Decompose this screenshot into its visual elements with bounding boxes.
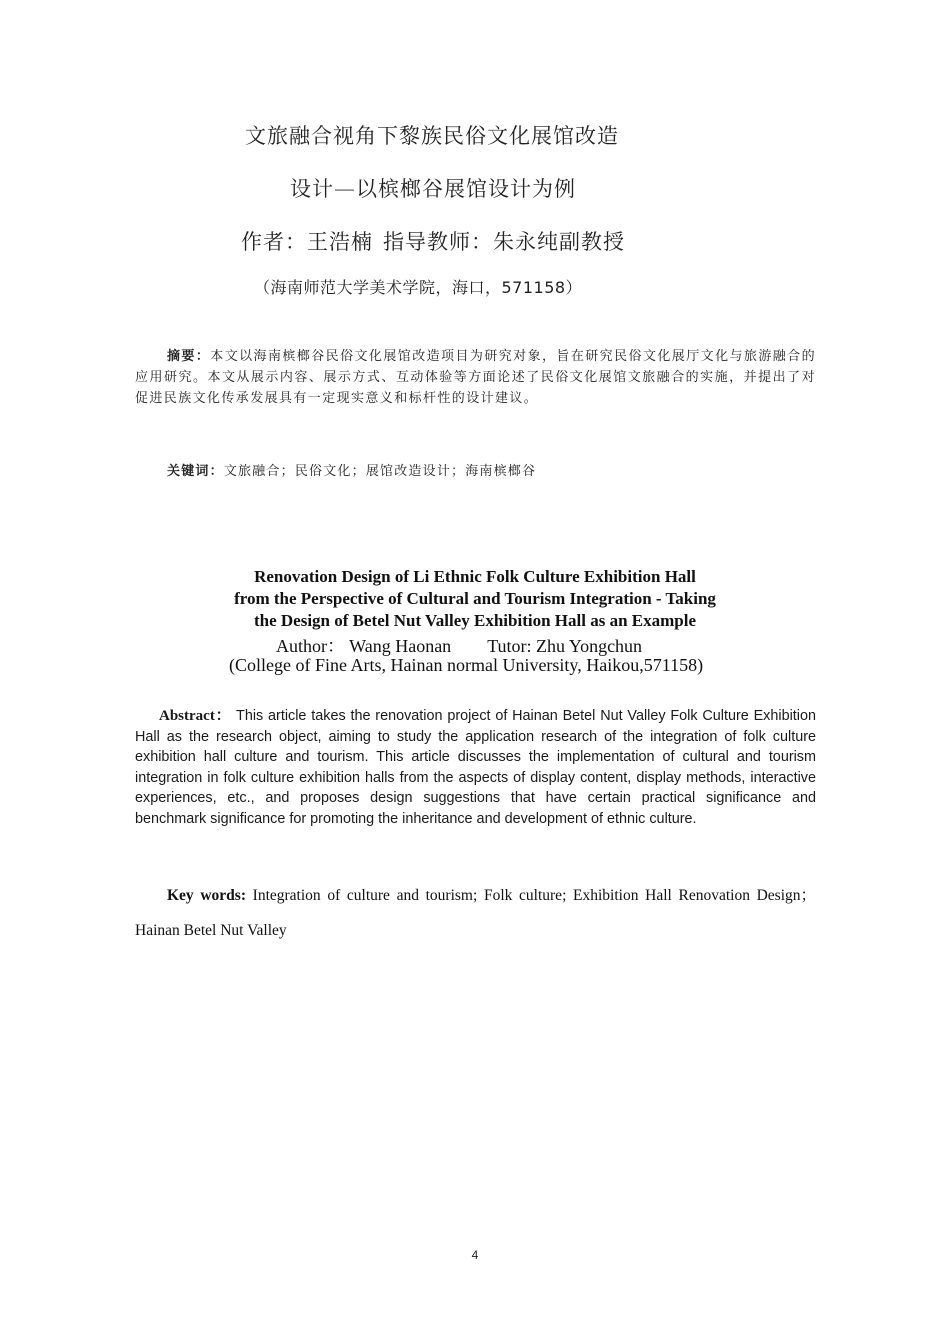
cn-abstract-label: 摘要： xyxy=(167,349,211,364)
en-title xyxy=(0,566,950,632)
cn-title-line1: 文旅融合视角下黎族民俗文化展馆改造 xyxy=(245,124,619,148)
page-number: 4 xyxy=(471,1248,479,1262)
cn-keywords-label: 关键词： xyxy=(167,464,224,479)
en-abstract xyxy=(135,706,816,830)
en-tutor: Tutor: Zhu Yongchun xyxy=(487,636,643,656)
en-author: Author： Wang Haonan xyxy=(276,636,452,656)
en-title-line3: the Design of Betel Nut Valley Exhibition Hall as an Example xyxy=(253,611,697,630)
cn-keywords xyxy=(167,460,536,479)
cn-author: 作者：王浩楠 xyxy=(241,230,373,254)
cn-abstract-text: 本文以海南槟榔谷民俗文化展馆改造项目为研究对象，旨在研究民俗文化展厅文化与旅游融合的应用研究。本文从展示内容、展示方式、互动体验等方面论述了民俗文化展馆文旅融合的实施，并提出了对促进民族文化传承发展具有一定现实意义和标杆性的设计建议。 xyxy=(135,349,816,406)
en-abstract-text: This article takes the renovation project of Hainan Betel Nut Valley Folk Culture Exhibition Hall as the research object, aiming to study the application research of the integration of folk culture exhibition hall culture and tourism. This article discusses the implementation of cultural and tourism integration in folk culture exhibition halls from the aspects of display content, display methods, interactive experiences, etc., and proposes design suggestions that have certain practical significance and benchmark significance for promoting the inheritance and development of ethnic culture. xyxy=(135,708,816,827)
cn-keywords-text: 文旅融合；民俗文化；展馆改造设计；海南槟榔谷 xyxy=(223,464,537,479)
cn-affiliation: （海南师范大学美术学院，海口，571158） xyxy=(254,278,583,297)
en-title-line2: from the Perspective of Cultural and Tourism Integration - Taking xyxy=(234,589,716,608)
cn-tutor: 指导教师：朱永纯副教授 xyxy=(383,230,625,254)
en-keywords-text: Integration of culture and tourism; Folk culture; Exhibition Hall Renovation Design；Hainan Betel Nut Valley xyxy=(135,887,817,939)
en-keywords-label: Key words: xyxy=(167,887,246,904)
en-keywords xyxy=(135,878,816,948)
cn-title-line2: 设计—以槟榔谷展馆设计为例 xyxy=(290,177,576,201)
cn-abstract xyxy=(135,346,816,409)
cn-author-line xyxy=(241,226,625,256)
en-abstract-label: Abstract： xyxy=(159,708,232,724)
en-title-line1: Renovation Design of Li Ethnic Folk Culture Exhibition Hall xyxy=(254,567,696,586)
en-affiliation: (College of Fine Arts, Hainan normal University, Haikou,571158) xyxy=(229,655,704,675)
